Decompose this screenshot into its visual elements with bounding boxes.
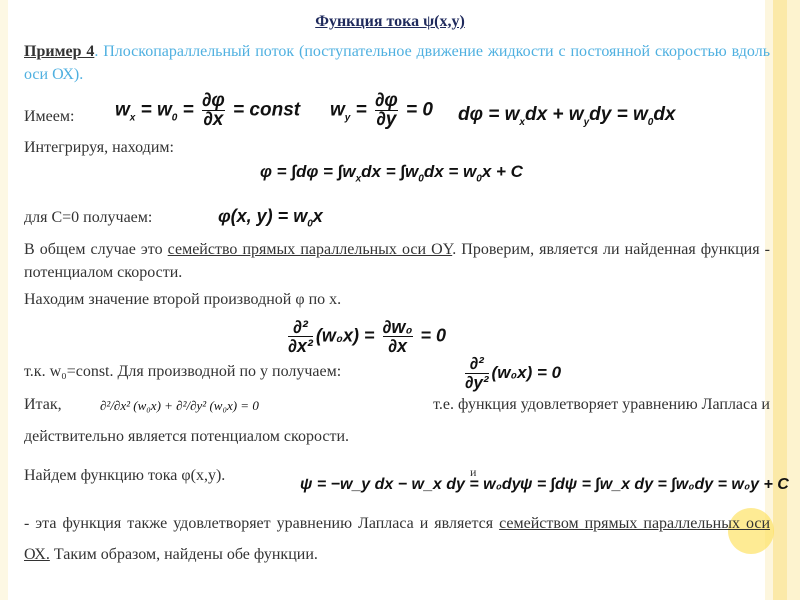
itak-label: Итак, xyxy=(24,396,62,413)
integrating-label: Интегрируя, находим: xyxy=(24,139,174,156)
link-lines-ox: семейством прямых параллельных оси ОХ. xyxy=(24,515,771,563)
slide-border-right-accent xyxy=(773,0,787,600)
formula-dphi: $d\varphi = w_xdx + w_ydy = w_0dx$ xyxy=(458,104,676,128)
second-derivative-label: Находим значение второй производной φ по x. xyxy=(24,291,342,308)
itak-text: т.е. функция удовлетворяет уравнению Лапласа и xyxy=(433,396,770,413)
link-lines-oy: семейство прямых параллельных оси OY xyxy=(167,241,453,258)
page-title: Функция тока ψ(x,y) xyxy=(315,13,465,30)
example-label: Пример 4 xyxy=(24,43,95,60)
slide-border-right-outer xyxy=(787,0,800,600)
general-paragraph: В общем случае это семейство прямых параллельных оси OY. Проверим, является ли найденная функция - потенциалом скорости. xyxy=(24,241,771,281)
and-word: и xyxy=(470,465,477,479)
example-text: . Плоскопараллельный поток (поступательное движение жидкости с постоянной скоростью вдоль оси ОХ). xyxy=(24,43,770,83)
slide-border-left xyxy=(0,0,8,600)
have-label: Имеем: xyxy=(24,108,75,125)
formula-phi: φ(x, $y) = w_0x$ xyxy=(218,206,323,230)
formula-wx: $w_x = w_0$ = $\frac{\partial\varphi}{\partial x}$ = const xyxy=(115,90,301,130)
itak-text2: действительно является потенциалом скорости. xyxy=(24,428,350,445)
stream-label: Найдем функцию тока φ(x,y). xyxy=(24,467,226,484)
formula-psi: ψ = −w_y dx − w_x dy = w₀dy xyxy=(300,476,521,493)
formula-laplace: ∂²/∂x² (w₀x) + ∂²/∂y² (w₀x) = 0 xyxy=(100,398,259,413)
formula-wy: $w_y$ = $\frac{\partial\varphi}{\partial y}$ = 0 xyxy=(330,90,433,130)
example-paragraph xyxy=(24,40,770,86)
c0-label: для C=0 получаем: xyxy=(24,209,153,226)
formula-dy2: $\frac{\text{∂²}}{\text{∂y²}}$ (w₀x) = 0 xyxy=(465,354,562,392)
formula-second-derivative: $\frac{\text{∂²}}{\text{∂x²}}$ (w₀x) = $\frac{\text{∂w₀}}{\partial x}$ = 0 xyxy=(288,317,447,356)
formula-psi-integral: ψ = ∫dψ = ∫w_x dy = ∫w₀dy = w₀y + C xyxy=(520,476,789,493)
final-paragraph: - эта функция также удовлетворяет уравнению Лапласа и является семейством прямых параллельных оси ОХ. Таким образом, найдены обе функции. xyxy=(24,515,771,563)
tk-label: т.к. w₀=const. Для производной по y получаем: xyxy=(24,363,342,380)
formula-integral: $\varphi = \int d\varphi = \int w_xdx = \int w_0dx = w_0x + C$ xyxy=(260,162,523,185)
